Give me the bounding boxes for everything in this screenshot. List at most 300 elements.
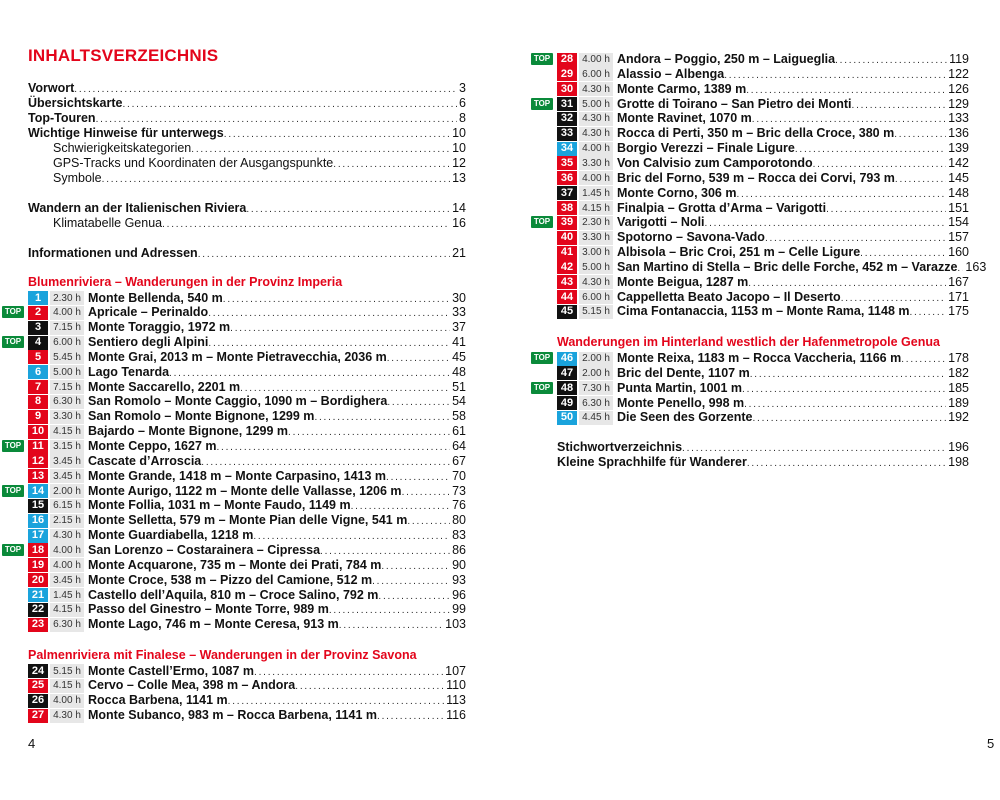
tour-duration: 3.45 h [50,454,84,468]
dot-leader [198,249,450,261]
top-tour-badge: TOP [2,544,24,556]
tour-page: 167 [948,274,969,289]
tour-title: Borgio Verezzi – Finale Ligure [617,141,795,156]
tour-title: Passo del Ginestro – Monte Torre, 989 m [88,602,329,617]
tour-duration: 2.00 h [50,484,84,498]
dot-leader [223,294,450,306]
dot-leader [826,204,946,216]
tour-page: 70 [452,468,466,483]
tour-duration: 4.30 h [579,82,613,96]
dot-leader [288,427,450,439]
tour-entry[interactable] [28,335,466,350]
tour-entry[interactable] [557,141,969,156]
dot-leader [387,353,450,365]
tour-duration: 4.00 h [579,171,613,185]
toc-entry-page: 6 [459,96,466,110]
tour-duration: 5.15 h [579,305,613,319]
tour-number: 38 [557,201,577,215]
tour-title: Monte Reixa, 1183 m – Rocca Vaccheria, 1166 m [617,351,902,365]
tour-page: 133 [948,111,969,126]
tour-page: 96 [452,587,466,602]
tour-number: 30 [557,82,577,96]
toc-entry[interactable] [28,96,466,111]
tour-entry[interactable] [557,126,969,141]
tour-title: Monte Aurigo, 1122 m – Monte delle Vallasse, 1206 m [88,483,402,498]
tour-entry[interactable] [557,67,969,82]
toc-entry-title: Schwierigkeitskategorien [53,141,192,155]
tour-page: 148 [948,185,969,200]
tour-entry[interactable] [557,304,969,319]
toc-entry[interactable] [28,171,466,186]
toc-entry-page: 198 [948,455,969,469]
toc-entry-page: 13 [452,171,466,185]
tour-entry[interactable] [28,543,466,558]
dot-leader [852,100,947,112]
tour-title: Apricale – Perinaldo [88,305,209,320]
dot-leader [744,399,946,411]
tour-entry[interactable] [557,396,969,411]
tour-entry[interactable] [28,291,466,306]
tour-title: Monte Lago, 746 m – Monte Ceresa, 913 m [88,617,339,632]
dot-leader [682,443,946,455]
toc-entry-page: 10 [452,141,466,155]
tour-number: 47 [557,366,577,380]
tour-number: 8 [28,395,48,409]
tour-title: Cima Fontanaccia, 1153 m – Monte Rama, 1148 m [617,304,910,319]
tour-duration: 2.00 h [579,366,613,380]
tour-entry[interactable] [557,82,969,97]
tour-number: 32 [557,112,577,126]
tour-entry[interactable] [28,617,466,632]
tour-duration: 6.30 h [50,618,84,632]
tour-page: 136 [948,126,969,141]
tour-number: 19 [28,558,48,572]
toc-entry-page: 12 [452,156,466,170]
tour-entry[interactable] [28,380,466,395]
tour-number: 39 [557,216,577,230]
tour-entry[interactable] [28,394,466,409]
tour-duration: 6.00 h [579,67,613,81]
tour-page: 185 [948,380,969,395]
tour-duration: 4.30 h [579,112,613,126]
tour-duration: 2.30 h [50,291,84,305]
dot-leader [860,248,946,260]
tour-number: 37 [557,186,577,200]
tour-page: 90 [452,557,466,572]
tour-title: Rocca Barbena, 1141 m [88,693,228,708]
tour-entry[interactable] [28,588,466,603]
tour-page: 61 [452,424,466,439]
toc-entry[interactable] [28,111,466,126]
page-title: INHALTSVERZEICHNIS [28,46,219,65]
tour-page: 175 [948,304,969,319]
toc-entry-page: 196 [948,440,969,454]
tour-title: Monte Carmo, 1389 m [617,81,747,96]
dot-leader [228,696,444,708]
dot-leader [295,681,444,693]
tour-title: Cappelletta Beato Jacopo – Il Deserto [617,289,841,304]
tour-duration: 4.30 h [579,275,613,289]
dot-leader [407,516,450,528]
toc-entry-page: 16 [452,216,466,230]
dot-leader [123,99,458,111]
tour-entry[interactable] [28,513,466,528]
tour-title: Die Seen des Gorzente [617,410,753,425]
tour-number: 28 [557,53,577,67]
toc-entry-title: Informationen und Adressen [28,246,198,260]
dot-leader [724,70,946,82]
tour-number: 22 [28,603,48,617]
tour-entry[interactable] [557,111,969,126]
tour-number: 17 [28,529,48,543]
tour-page: 93 [452,572,466,587]
tour-number: 46 [557,352,577,366]
tour-number: 15 [28,499,48,513]
tour-page: 37 [452,320,466,335]
dot-leader [747,458,946,470]
toc-entry-page: 14 [452,201,466,215]
tour-entry[interactable] [557,366,969,381]
tour-number: 27 [28,709,48,723]
tour-page: 126 [948,81,969,96]
tour-entry[interactable] [557,52,969,67]
toc-entry-title: Übersichtskarte [28,96,123,110]
tour-entry[interactable] [28,409,466,424]
tour-page: 107 [445,663,466,678]
tour-entry[interactable] [28,573,466,588]
tour-title: Monte Toraggio, 1972 m [88,320,231,335]
tour-entry[interactable] [28,678,466,693]
dot-leader [217,442,451,454]
tour-duration: 5.00 h [579,260,613,274]
tour-page: 86 [452,542,466,557]
tour-number: 31 [557,97,577,111]
dot-leader [742,384,946,396]
dot-leader [402,487,451,499]
tour-entry[interactable] [557,230,969,245]
toc-entry-page: 10 [452,126,466,140]
dot-leader [795,144,946,156]
dot-leader [333,159,450,171]
tour-page: 83 [452,528,466,543]
dot-leader [240,383,450,395]
toc-entry-title: Symbole [53,171,102,185]
tour-number: 10 [28,425,48,439]
dot-leader [813,159,947,171]
tour-entry[interactable] [28,528,466,543]
tour-title: Cervo – Colle Mea, 398 m – Andora [88,678,296,693]
tour-entry[interactable] [557,290,969,305]
tour-title: Monte Acquarone, 735 m – Monte dei Prati, 784 m [88,557,382,572]
tour-number: 4 [28,336,48,350]
tour-entry[interactable] [557,97,969,112]
dot-leader [765,233,946,245]
top-tour-badge: TOP [2,485,24,497]
tour-number: 42 [557,260,577,274]
toc-entry-title: Wandern an der Italienischen Riviera [28,201,247,215]
toc-entry[interactable] [28,246,466,261]
tour-number: 34 [557,142,577,156]
toc-entry[interactable] [28,141,466,156]
tour-page: 48 [452,364,466,379]
toc-entry[interactable] [28,201,466,216]
tour-title: Punta Martin, 1001 m [617,380,743,395]
tour-title: Monte Ceppo, 1627 m [88,439,217,453]
tour-title: Cascate d’Arroscia [88,453,202,468]
tour-duration: 4.15 h [50,679,84,693]
dot-leader [901,354,946,366]
tour-entry[interactable] [557,275,969,290]
tour-page: 142 [948,155,969,170]
dot-leader [750,369,946,381]
tour-number: 7 [28,380,48,394]
dot-leader [841,293,946,305]
dot-leader [224,129,450,141]
dot-leader [381,561,450,573]
dot-leader [191,144,450,156]
tour-title: Lago Tenarda [88,364,170,379]
dot-leader [230,323,450,335]
tour-page: 119 [949,52,969,66]
tour-title: Monte Grande, 1418 m – Monte Carpasino, 1413 m [88,468,387,483]
tour-page: 154 [948,215,969,230]
tour-duration: 4.00 h [579,142,613,156]
toc-entry[interactable] [28,81,466,96]
tour-entry[interactable] [28,558,466,573]
dot-leader [736,189,946,201]
tour-title: Castello dell’Aquila, 810 m – Croce Salino, 792 m [88,587,379,602]
tour-entry[interactable] [557,215,969,230]
tour-page: 129 [948,96,969,111]
tour-duration: 3.15 h [50,440,84,454]
dot-leader [314,412,450,424]
tour-number: 44 [557,290,577,304]
tour-entry[interactable] [28,484,466,499]
tour-title: Bric del Forno, 539 m – Rocca dei Corvi, 793 m [617,170,895,185]
tour-number: 25 [28,679,48,693]
tour-entry[interactable] [557,156,969,171]
dot-leader [246,204,450,216]
tour-page: 67 [452,453,466,468]
tour-page: 182 [948,365,969,380]
tour-duration: 5.00 h [50,365,84,379]
dot-leader [329,605,450,617]
tour-entry[interactable] [28,454,466,469]
tour-duration: 4.00 h [579,53,613,67]
tour-number: 49 [557,396,577,410]
tour-title: Spotorno – Savona-Vado [617,230,765,245]
dot-leader [895,174,946,186]
tour-number: 20 [28,573,48,587]
section-heading-savona: Palmenriviera mit Finalese – Wanderungen in der Provinz Savona [28,648,417,662]
top-tour-badge: TOP [2,440,24,452]
tour-page: 178 [948,351,969,365]
tour-title: San Romolo – Monte Caggio, 1090 m – Bordighera [88,394,388,409]
page-number-left: 4 [28,736,36,751]
dot-leader [910,307,947,319]
tour-page: 160 [948,245,969,260]
tour-number: 33 [557,127,577,141]
tour-number: 2 [28,306,48,320]
tour-title: Monte Saccarello, 2201 m [88,379,241,394]
toc-entry[interactable] [557,440,969,455]
top-tour-badge: TOP [2,306,24,318]
toc-entry[interactable] [28,156,466,171]
top-tour-badge: TOP [531,352,553,364]
tour-duration: 2.30 h [579,216,613,230]
tour-title: Albisola – Bric Croi, 251 m – Celle Ligure [617,245,861,260]
tour-page: 145 [948,170,969,185]
tour-number: 11 [28,440,48,454]
tour-page: 73 [452,483,466,498]
tour-title: Monte Bellenda, 540 m [88,290,223,305]
tour-title: Von Calvisio zum Camporotondo [617,155,813,170]
tour-entry[interactable] [28,439,466,454]
tour-entry[interactable] [557,351,969,366]
dot-leader [387,397,450,409]
tour-number: 6 [28,365,48,379]
tour-entry[interactable] [28,350,466,365]
tour-entry[interactable] [28,693,466,708]
tour-title: Bric del Dente, 1107 m [617,365,750,380]
tour-duration: 4.15 h [579,201,613,215]
dot-leader [705,218,947,230]
toc-entry[interactable] [557,455,969,470]
tour-entry[interactable] [28,498,466,513]
tour-entry[interactable] [28,424,466,439]
tour-title: San Lorenzo – Costarainera – Cipressa [88,542,321,557]
tour-number: 35 [557,156,577,170]
tour-duration: 1.45 h [579,186,613,200]
tour-duration: 4.00 h [50,306,84,320]
tour-number: 23 [28,618,48,632]
tour-duration: 7.15 h [50,321,84,335]
tour-number: 43 [557,275,577,289]
tour-duration: 6.00 h [50,336,84,350]
dot-leader [746,85,946,97]
dot-leader [351,501,451,513]
toc-entry-title: GPS-Tracks und Koordinaten der Ausgangspunkte [53,156,334,170]
tour-page: 122 [948,66,969,81]
tour-page: 139 [948,141,969,156]
dot-leader [102,174,450,186]
tour-title: Monte Castell’Ermo, 1087 m [88,663,255,678]
dot-leader [254,667,443,679]
tour-number: 45 [557,305,577,319]
tour-page: 99 [452,602,466,617]
tour-number: 26 [28,694,48,708]
tour-page: 76 [452,498,466,513]
tour-page: 157 [948,230,969,245]
toc-entry-title: Klimatabelle Genua [53,216,163,230]
tour-number: 1 [28,291,48,305]
tour-page: 192 [948,410,969,425]
tour-entry[interactable] [557,186,969,201]
tour-page: 45 [452,349,466,364]
toc-entry-title: Wichtige Hinweise für unterwegs [28,126,224,140]
tour-entry[interactable] [28,708,466,723]
tour-entry[interactable] [557,171,969,186]
tour-duration: 6.30 h [50,395,84,409]
dot-leader [201,457,450,469]
toc-entry[interactable] [28,216,466,231]
tour-page: 54 [452,394,466,409]
tour-duration: 3.45 h [50,573,84,587]
tour-duration: 3.30 h [50,410,84,424]
tour-entry[interactable] [28,602,466,617]
tour-page: 113 [446,693,466,708]
tour-title: Grotte di Toirano – San Pietro dei Monti [617,96,852,111]
toc-entry[interactable] [28,126,466,141]
toc-entry-title: Top-Touren [28,111,96,125]
top-tour-badge: TOP [531,98,553,110]
tour-number: 16 [28,514,48,528]
tour-entry[interactable] [28,305,466,320]
tour-entry[interactable] [28,320,466,335]
tour-page: 64 [452,439,466,453]
tour-number: 12 [28,454,48,468]
tour-duration: 6.30 h [579,396,613,410]
dot-leader [253,531,450,543]
tour-title: Monte Follia, 1031 m – Monte Faudo, 1149 m [88,498,351,513]
tour-entry[interactable] [28,469,466,484]
page-number-right: 5 [987,736,995,751]
dot-leader [339,620,443,632]
tour-entry[interactable] [557,410,969,425]
tour-number: 29 [557,67,577,81]
tour-page: 163 [965,259,987,274]
tour-duration: 4.30 h [50,529,84,543]
tour-page: 51 [452,379,466,394]
tour-entry[interactable] [28,664,466,679]
tour-duration: 4.45 h [579,411,613,425]
tour-entry[interactable] [557,381,969,396]
tour-entry[interactable] [557,245,969,260]
tour-title: Finalpia – Grotta d’Arma – Varigotti [617,200,827,215]
tour-number: 14 [28,484,48,498]
tour-title: Monte Beigua, 1287 m [617,274,749,289]
tour-number: 9 [28,410,48,424]
tour-page: 33 [452,305,466,320]
tour-page: 116 [446,708,466,723]
tour-duration: 4.00 h [50,558,84,572]
tour-page: 58 [452,409,466,424]
dot-leader [208,308,450,320]
toc-entry-page: 3 [459,81,466,95]
dot-leader [96,114,457,126]
tour-entry[interactable] [28,365,466,380]
tour-duration: 5.45 h [50,350,84,364]
dot-leader [378,591,450,603]
tour-number: 41 [557,246,577,260]
tour-page: 110 [446,678,466,693]
toc-entry-page: 8 [459,111,466,125]
dot-leader [894,129,946,141]
tour-number: 36 [557,171,577,185]
tour-duration: 4.00 h [50,694,84,708]
section-heading-genua: Wanderungen im Hinterland westlich der Hafenmetropole Genua [557,335,940,349]
tour-number: 50 [557,411,577,425]
tour-entry[interactable] [557,259,987,275]
tour-entry[interactable] [557,201,969,216]
tour-title: Rocca di Perti, 350 m – Bric della Croce, 380 m [617,126,895,141]
tour-title: Monte Corno, 306 m [617,185,737,200]
tour-number: 18 [28,543,48,557]
tour-duration: 4.15 h [50,425,84,439]
tour-duration: 2.00 h [579,352,613,366]
toc-entry-title: Stichwortverzeichnis [557,440,683,454]
tour-duration: 6.00 h [579,290,613,304]
